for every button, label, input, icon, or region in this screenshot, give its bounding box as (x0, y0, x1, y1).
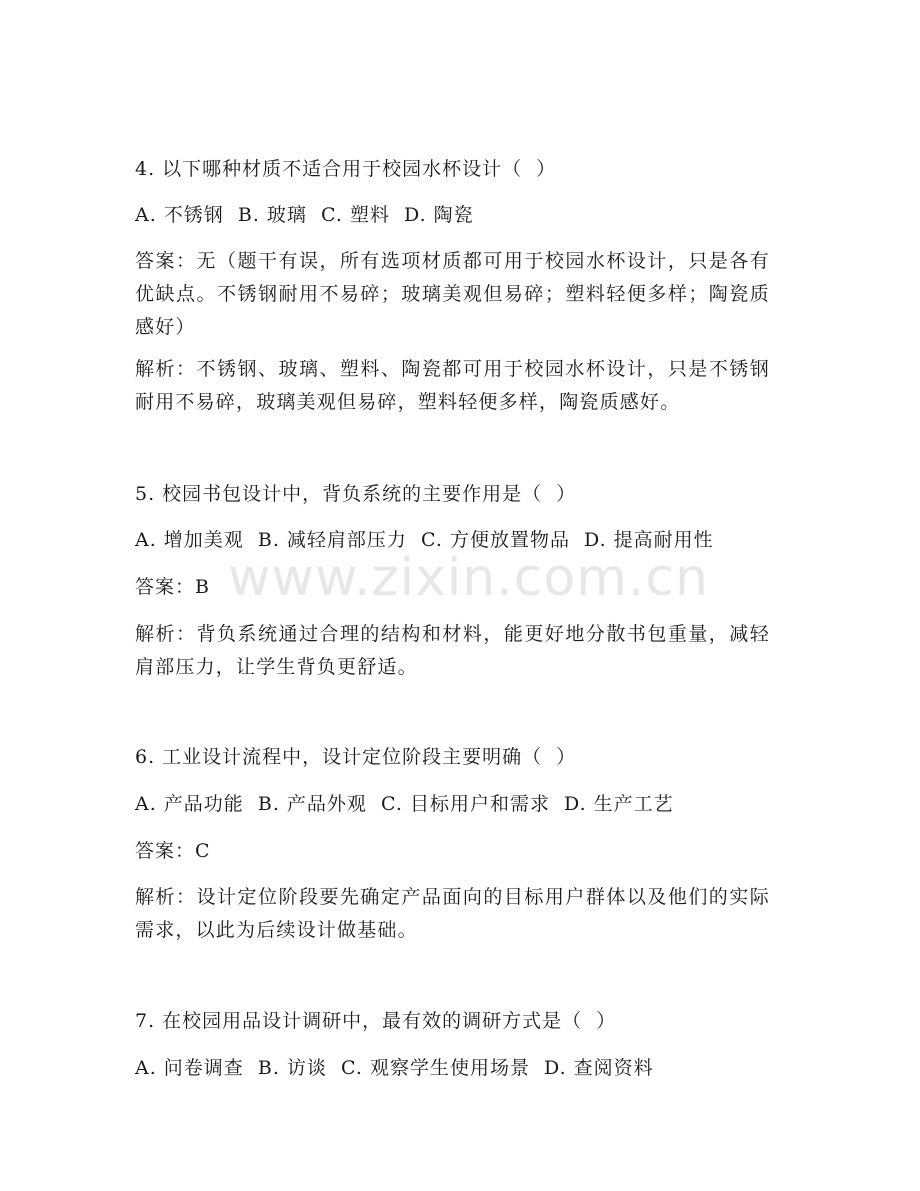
q5-question: 5. 校园书包设计中，背负系统的主要作用是（ ） (135, 483, 577, 505)
q6-analysis: 解析：设计定位阶段要先确定产品面向的目标用户群体以及他们的实际需求，以此为后续设计做基础。 (135, 886, 770, 941)
q4-question: 4. 以下哪种材质不适合用于校园水杯设计（ ） (135, 158, 557, 180)
q6-answer: 答案：C (135, 840, 211, 862)
watermark: www.zixin.com.cn (228, 548, 709, 608)
q5-answer: 答案：B (135, 576, 210, 598)
q7-options: A. 问卷调查 B. 访谈 C. 观察学生使用场景 D. 查阅资料 (135, 1057, 654, 1079)
q7-question: 7. 在校园用品设计调研中，最有效的调研方式是（ ） (135, 1010, 617, 1032)
q4-answer: 答案：无（题干有误，所有选项材质都可用于校园水杯设计，只是各有优缺点。不锈钢耐用不易碎；玻璃美观但易碎；塑料轻便多样；陶瓷质感好） (135, 250, 770, 338)
q6-options: A. 产品功能 B. 产品外观 C. 目标用户和需求 D. 生产工艺 (135, 793, 674, 815)
q6-question: 6. 工业设计流程中，设计定位阶段主要明确（ ） (135, 746, 577, 768)
q5-analysis: 解析：背负系统通过合理的结构和材料，能更好地分散书包重量，减轻肩部压力，让学生背负更舒适。 (135, 623, 770, 678)
q4-analysis: 解析：不锈钢、玻璃、塑料、陶瓷都可用于校园水杯设计，只是不锈钢耐用不易碎，玻璃美观但易碎，塑料轻便多样，陶瓷质感好。 (135, 358, 770, 413)
q4-options: A. 不锈钢 B. 玻璃 C. 塑料 D. 陶瓷 (135, 204, 474, 226)
q5-options: A. 增加美观 B. 减轻肩部压力 C. 方便放置物品 D. 提高耐用性 (135, 529, 714, 551)
